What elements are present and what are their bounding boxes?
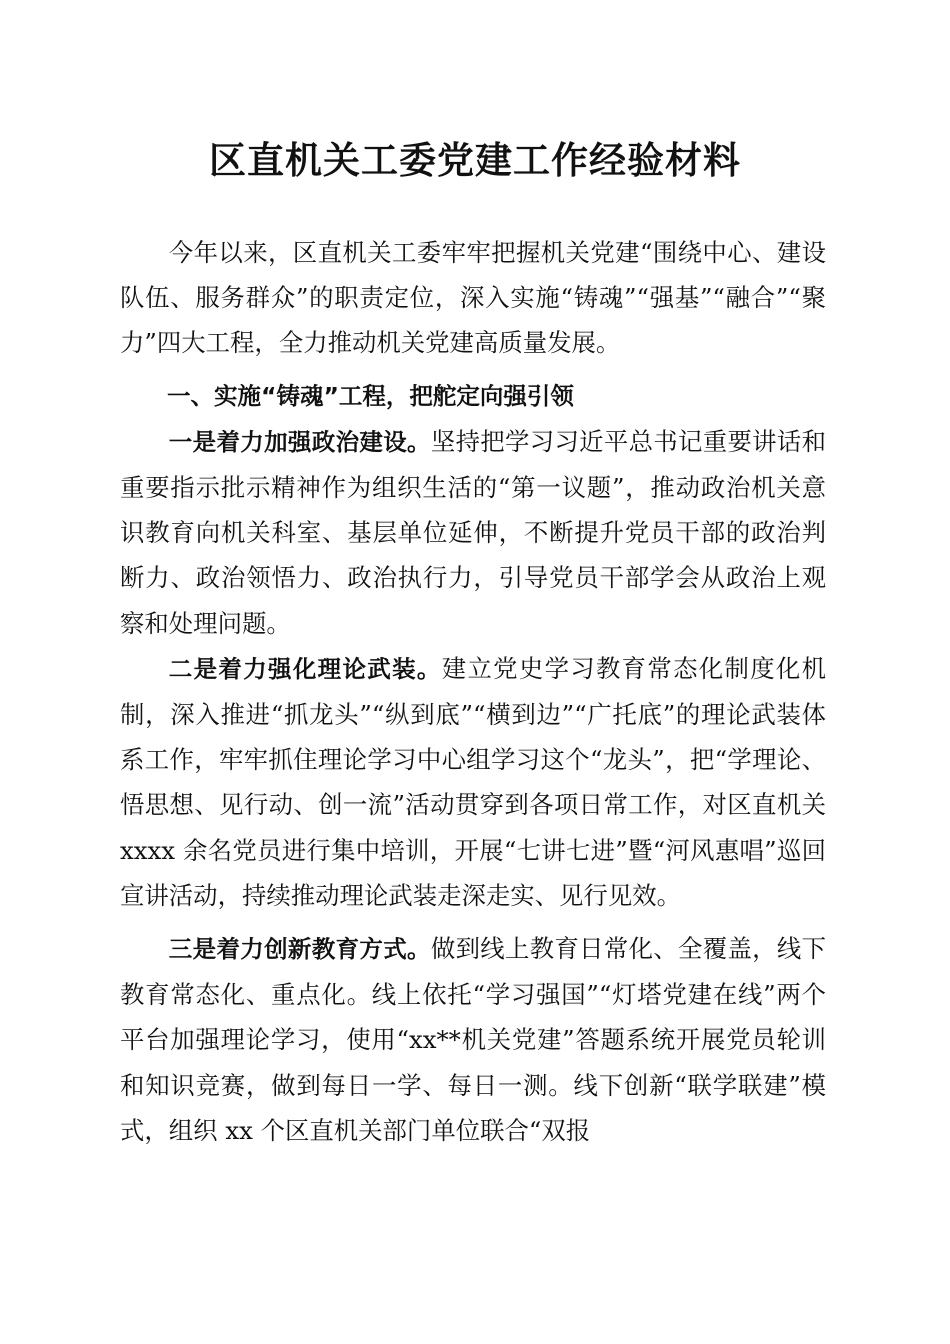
paragraph-political-building xyxy=(120,419,826,646)
paragraph-lead: 一是着力加强政治建设。 xyxy=(168,427,431,456)
paragraph-lead: 二是着力强化理论武装。 xyxy=(168,654,442,683)
document-title: 区直机关工委党建工作经验材料 xyxy=(209,138,741,182)
section-heading: 一、实施“铸魂”工程，把舵定向强引领 xyxy=(167,381,574,410)
paragraph-education-methods xyxy=(120,926,826,1153)
paragraph-text: 建立党史学习教育常态化制度化机制，深入推进“抓龙头”“纵到底”“横到边”“广托底”的理论武装体系工作，牢牢抓住理论学习中心组学习这个“龙头”，把“学理论、悟思想、见行动、创一流”活动贯穿到各项日常工作，对区直机关 xxxx 余名党员进行集中培训，开展“七讲七进”暨“河风惠唱”巡回宣讲活动，持续推动理论武装走深走实、见行见效。 xyxy=(120,653,826,910)
paragraph-text: 坚持把学习习近平总书记重要讲话和重要指示批示精神作为组织生活的“第一议题”，推动政治机关意识教育向机关科室、基层单位延伸，不断提升党员干部的政治判断力、政治领悟力、政治执行力，引导党员干部学会从政治上观察和处理问题。 xyxy=(120,426,826,638)
paragraph-theory-arming xyxy=(120,646,826,918)
paragraph-text: 做到线上教育日常化、全覆盖，线下教育常态化、重点化。线上依托“学习强国”“灯塔党建在线”两个平台加强理论学习，使用“xx**机关党建”答题系统开展党员轮训和知识竞赛，做到每日一学、每日一测。线下创新“联学联建”模式，组织 xx 个区直机关部门单位联合“双报 xyxy=(120,934,826,1145)
intro-paragraph: 今年以来，区直机关工委牢牢把握机关党建“围绕中心、建设队伍、服务群众”的职责定位，深入实施“铸魂”“强基”“融合”“聚力”四大工程，全力推动机关党建高质量发展。 xyxy=(120,238,826,358)
document-body xyxy=(120,230,826,1153)
paragraph-lead: 三是着力创新教育方式。 xyxy=(168,935,431,964)
